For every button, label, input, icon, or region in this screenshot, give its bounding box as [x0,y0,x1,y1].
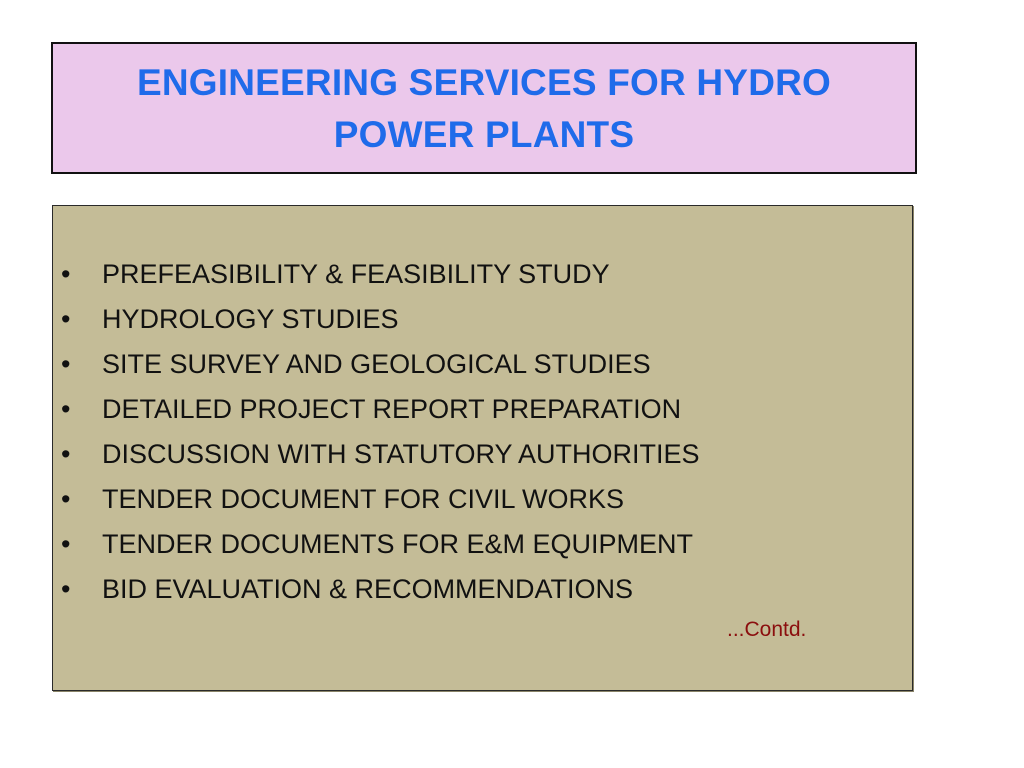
bullet-icon: • [61,259,71,289]
bullet-icon: • [61,574,71,604]
contd-label: ...Contd. [727,618,807,641]
list-item-text: PREFEASIBILITY & FEASIBILITY STUDY [102,259,610,289]
list-item-text: BID EVALUATION & RECOMMENDATIONS [102,574,634,604]
bullet-icon: • [61,349,71,379]
list-item-text: HYDROLOGY STUDIES [102,304,399,334]
list-item-text: TENDER DOCUMENTS FOR E&M EQUIPMENT [102,529,694,559]
list-item-text: DETAILED PROJECT REPORT PREPARATION [102,394,682,424]
slide-title-line-2: POWER PLANTS [333,114,635,155]
content-box [52,205,913,691]
slide-title-line-1: ENGINEERING SERVICES FOR HYDRO [136,62,832,103]
bullet-icon: • [61,304,71,334]
list-item-text: SITE SURVEY AND GEOLOGICAL STUDIES [102,349,651,379]
title-box [51,42,917,174]
bullet-icon: • [61,394,71,424]
list-item-text: DISCUSSION WITH STATUTORY AUTHORITIES [102,439,700,469]
bullet-icon: • [61,529,71,559]
bullet-icon: • [61,484,71,514]
bullet-icon: • [61,439,71,469]
list-item-text: TENDER DOCUMENT FOR CIVIL WORKS [102,484,625,514]
